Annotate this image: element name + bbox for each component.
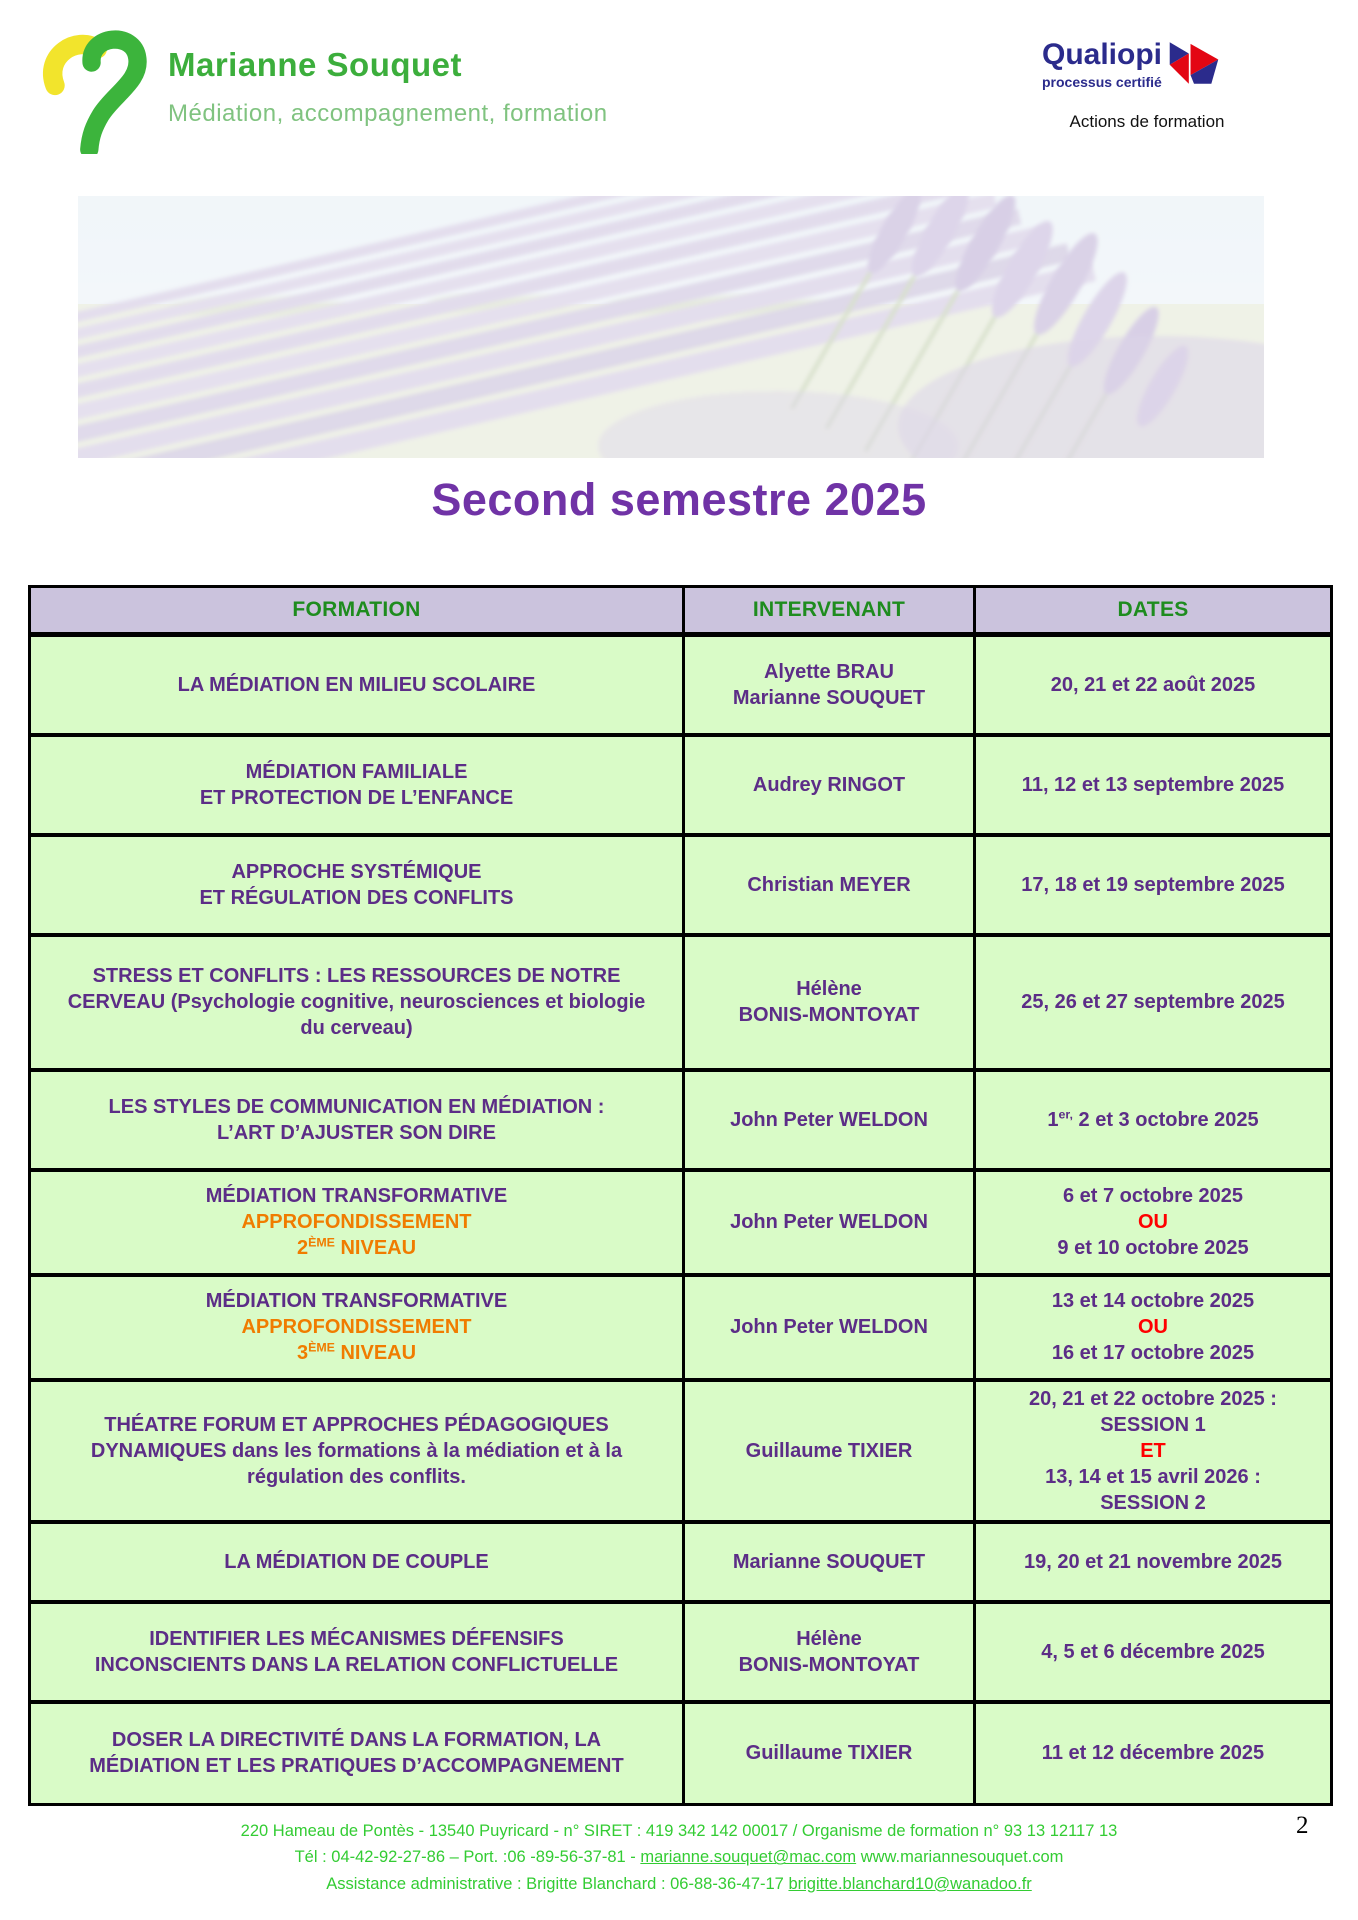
brand-text-block (168, 26, 608, 128)
table-row (30, 1702, 1332, 1805)
formation-cell (30, 1170, 684, 1275)
cell-line: BONIS-MONTOYAT (738, 1004, 920, 1026)
cell-line: IDENTIFIER LES MÉCANISMES DÉFENSIFS (149, 1627, 564, 1650)
table-header-dates: DATES (975, 587, 1332, 635)
cell-line: 13 et 14 octobre 2025 (1051, 1290, 1255, 1312)
brand-tagline: Médiation, accompagnement, formation (168, 100, 608, 127)
intervenant-cell (684, 1602, 975, 1702)
cell-line: 25, 26 et 27 septembre 2025 (1021, 991, 1285, 1013)
dates-cell (975, 1275, 1332, 1380)
formation-cell (30, 635, 684, 735)
table-header-intervenant: INTERVENANT (684, 587, 975, 635)
footer-line-3 (28, 1871, 1330, 1897)
cell-line: LA MÉDIATION DE COUPLE (224, 1550, 489, 1573)
formation-cell (30, 1070, 684, 1170)
cell-line: THÉATRE FORUM ET APPROCHES PÉDAGOGIQUES DYNAMIQUES dans les formations à la médiation et à la régulation des conflits. (90, 1413, 623, 1488)
dates-cell (975, 1702, 1332, 1805)
table-row (30, 935, 1332, 1070)
cell-line: 17, 18 et 19 septembre 2025 (1021, 873, 1285, 896)
cell-line: Guillaume TIXIER (745, 1439, 913, 1462)
table-row (30, 1170, 1332, 1275)
footer-text: www.mariannesouquet.com (856, 1848, 1064, 1867)
cell-line: John Peter WELDON (730, 1316, 928, 1338)
cell-line: Christian MEYER (747, 873, 911, 896)
cell-line: Marianne SOUQUET (732, 1550, 926, 1573)
qualiopi-caption: Actions de formation (1069, 112, 1225, 131)
dates-cell (975, 835, 1332, 935)
cell-line: OU (1138, 1211, 1168, 1233)
cell-line: Audrey RINGOT (752, 773, 906, 796)
cell-line: INCONSCIENTS DANS LA RELATION CONFLICTUELLE (94, 1653, 619, 1676)
table-row (30, 835, 1332, 935)
cell-line: MÉDIATION FAMILIALE (245, 760, 468, 783)
qualiopi-arrows-icon (1168, 40, 1220, 86)
brand-header (36, 26, 608, 154)
formation-cell (30, 1522, 684, 1602)
intervenant-cell (684, 1522, 975, 1602)
footer-email-link[interactable]: marianne.souquet@mac.com (640, 1848, 857, 1867)
dates-cell (975, 635, 1332, 735)
formations-table-body (30, 635, 1332, 1805)
footer-line-1 (28, 1818, 1330, 1844)
cell-line: APPROFONDISSEMENT (241, 1211, 472, 1233)
cell-line: 11, 12 et 13 septembre 2025 (1021, 773, 1285, 796)
qualiopi-name: Qualiopi (1042, 38, 1162, 71)
cell-line: DOSER LA DIRECTIVITÉ DANS LA FORMATION, LA (111, 1729, 602, 1752)
table-row (30, 1275, 1332, 1380)
brand-heart-logo-icon (36, 26, 154, 154)
qualiopi-text-block (1042, 40, 1162, 90)
cell-line: SESSION 2 (1100, 1491, 1206, 1514)
footer-text: 220 Hameau de Pontès - 13540 Puyricard - n° SIRET : 419 342 142 00017 / Organisme de formation n° 93 13 12117 13 (240, 1822, 1118, 1840)
cell-line: MÉDIATION TRANSFORMATIVE (205, 1185, 508, 1207)
intervenant-cell (684, 1702, 975, 1805)
cell-line: Marianne SOUQUET (732, 686, 926, 709)
cell-line: ET (1140, 1439, 1166, 1462)
cell-line: John Peter WELDON (730, 1211, 928, 1233)
footer-email-link[interactable]: brigitte.blanchard10@wanadoo.fr (788, 1874, 1032, 1893)
dates-cell (975, 1170, 1332, 1275)
qualiopi-logo (1042, 40, 1272, 90)
brand-name: Marianne Souquet (168, 46, 463, 83)
table-row (30, 1602, 1332, 1702)
cell-line: 20, 21 et 22 août 2025 (1050, 673, 1256, 696)
cell-line: 19, 20 et 21 novembre 2025 (1024, 1550, 1282, 1573)
cell-line: 4, 5 et 6 décembre 2025 (1041, 1640, 1265, 1663)
footer (28, 1818, 1330, 1897)
cell-line: ET RÉGULATION DES CONFLITS (199, 886, 514, 909)
table-header-row (30, 587, 1332, 635)
intervenant-cell (684, 935, 975, 1070)
cell-line: 16 et 17 octobre 2025 (1051, 1342, 1255, 1364)
formation-cell (30, 835, 684, 935)
intervenant-cell (684, 1170, 975, 1275)
cell-line: MÉDIATION TRANSFORMATIVE (205, 1290, 508, 1312)
footer-text: Tél : 04-42-92-27-86 – Port. :06 -89-56-37-81 - (294, 1848, 641, 1867)
cell-line: Guillaume TIXIER (745, 1742, 913, 1765)
intervenant-cell (684, 1380, 975, 1522)
table-row (30, 635, 1332, 735)
formations-table (28, 585, 1333, 1806)
intervenant-cell (684, 835, 975, 935)
cell-line: APPROFONDISSEMENT (241, 1316, 472, 1338)
intervenant-cell (684, 1275, 975, 1380)
qualiopi-subtitle: processus certifié (1042, 74, 1162, 90)
cell-line: LES STYLES DE COMMUNICATION EN MÉDIATION : (108, 1095, 605, 1118)
cell-line: 20, 21 et 22 octobre 2025 : (1029, 1387, 1277, 1410)
table-row (30, 1522, 1332, 1602)
footer-line-2 (28, 1844, 1330, 1870)
intervenant-cell (684, 635, 975, 735)
intervenant-cell (684, 735, 975, 835)
cell-line: SESSION 1 (1100, 1413, 1206, 1436)
dates-cell (975, 935, 1332, 1070)
page-title: Second semestre 2025 (431, 474, 927, 525)
page-number: 2 (1296, 1812, 1309, 1839)
cell-line: Hélène (796, 978, 862, 1000)
cell-line: $1^{er,}$ 2 et 3 octobre 2025 (1047, 1106, 1259, 1131)
footer-text: Assistance administrative : Brigitte Blanchard : 06-88-36-47-17 (326, 1874, 789, 1893)
dates-cell (975, 1602, 1332, 1702)
cell-line: Hélène (796, 1627, 862, 1650)
cell-line: ET PROTECTION DE L’ENFANCE (199, 786, 514, 809)
cell-line: Alyette BRAU (763, 660, 895, 683)
dates-cell (975, 1070, 1332, 1170)
dates-cell (975, 1380, 1332, 1522)
formation-cell (30, 1275, 684, 1380)
table-row (30, 735, 1332, 835)
cell-line: John Peter WELDON (730, 1108, 928, 1131)
intervenant-cell (684, 1070, 975, 1170)
cell-line: OU (1138, 1316, 1168, 1338)
lavender-field-photo (78, 196, 1264, 458)
cell-line: MÉDIATION ET LES PRATIQUES D’ACCOMPAGNEMENT (89, 1755, 624, 1778)
cell-line: 11 et 12 décembre 2025 (1041, 1742, 1265, 1765)
cell-line: LA MÉDIATION EN MILIEU SCOLAIRE (177, 673, 536, 696)
table-row (30, 1070, 1332, 1170)
dates-cell (975, 735, 1332, 835)
dates-cell (975, 1522, 1332, 1602)
formation-cell (30, 1380, 684, 1522)
table-header-formation: FORMATION (30, 587, 684, 635)
cell-line: 9 et 10 octobre 2025 (1057, 1237, 1249, 1259)
cell-line: 2ÈME NIVEAU (296, 1235, 417, 1259)
table-row (30, 1380, 1332, 1522)
formation-cell (30, 1602, 684, 1702)
cell-line: L’ART D’AJUSTER SON DIRE (217, 1121, 496, 1144)
cell-line: 3ÈME NIVEAU (296, 1340, 417, 1364)
cell-line: 6 et 7 octobre 2025 (1062, 1185, 1244, 1207)
cell-line: STRESS ET CONFLITS : LES RESSOURCES DE NOTRE CERVEAU (Psychologie cognitive, neurosciences et biologie du cerveau) (67, 965, 646, 1039)
cell-line: APPROCHE SYSTÉMIQUE (231, 860, 482, 883)
cell-line: BONIS-MONTOYAT (738, 1653, 920, 1676)
formation-cell (30, 1702, 684, 1805)
formation-cell (30, 735, 684, 835)
formation-cell (30, 935, 684, 1070)
cell-line: 13, 14 et 15 avril 2026 : (1045, 1465, 1261, 1488)
